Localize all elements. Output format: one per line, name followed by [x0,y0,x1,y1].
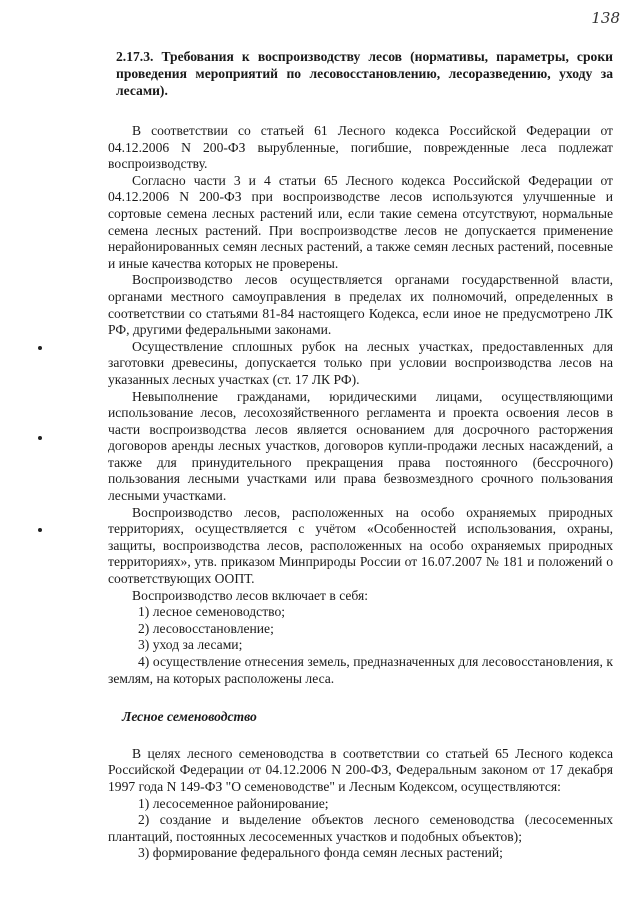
margin-dot [38,346,42,350]
list-item: 2) лесовосстановление; [138,620,274,636]
paragraph: Осуществление сплошных рубок на лесных участках, предоставленных для заготовки древесины, допускается только при условии воспроизводства лесов на указанных лесных участках (ст. 17 ЛК РФ). [108,338,613,387]
list-item: 3) уход за лесами; [138,637,243,653]
list-item: 3) формирование федерального фонда семян лесных растений; [138,845,503,861]
list-item: 2) создание и выделение объектов лесного семеноводства (лесосеменных плантаций, постоянных лесосеменных участков и подобных объектов); [108,812,613,844]
paragraph: Воспроизводство лесов, расположенных на особо охраняемых природных территориях, осуществляется с учётом «Особенностей использования, охраны, защиты, воспроизводства лесов, расположенных на особо охраняемых природных территориях», утв. приказом Минприроды России от 16.07.2007 № 181 и положений о соответствующих ООПТ. [108,504,613,587]
paragraph: Невыполнение гражданами, юридическими лицами, осуществляющими использование лесов, лесохозяйственного регламента и проекта освоения лесов в части воспроизводства лесов является основанием для досрочного расторжения договоров аренды лесных участков, договоров купли-продажи лесных насаждений, а также для принудительного прекращения права постоянного (бессрочного) пользования лесными участками или права безвозмездного срочного пользования лесными участками. [108,388,613,504]
list-item: 1) лесное семеноводство; [138,604,286,620]
list-item: 4) осуществление отнесения земель, предназначенных для лесовосстановления, к землям, на которых расположены леса. [108,654,613,686]
paragraph: Воспроизводство лесов включает в себя: [132,587,369,603]
list-item: 1) лесосеменное районирование; [138,795,329,811]
paragraph: Согласно части 3 и 4 статьи 65 Лесного кодекса Российской Федерации от 04.12.2006 N 200-ФЗ при воспроизводстве лесов используются улучшенные и сортовые семена лесных растений или, если такие семена отсутствуют, нормальные семена лесных растений. При воспроизводстве лесов не допускается применение нерайонированных семян лесных растений, а также семян лесных растений, посевные и иные качества которых не проверены. [108,172,613,271]
subsection-heading: Лесное семеноводство [122,709,257,725]
paragraph: Воспроизводство лесов осуществляется органами государственной власти, органами местного самоуправления в пределах их полномочий, определенных в соответствии со статьями 81-84 настоящего Кодекса, если иное не предусмотрено ЛК РФ, другими федеральными законами. [108,272,613,338]
margin-dot [38,436,42,440]
page-number: 138 [591,9,620,27]
margin-dot [38,528,42,532]
paragraph: В соответствии со статьей 61 Лесного кодекса Российской Федерации от 04.12.2006 N 200-ФЗ вырубленные, погибшие, поврежденные леса подлежат воспроизводству. [108,123,613,172]
paragraph: В целях лесного семеноводства в соответствии со статьей 65 Лесного кодекса Российской Федерации от 04.12.2006 N 200-ФЗ, Федеральным законом от 17 декабря 1997 года N 149-ФЗ "О семеноводстве" и Лесным Кодексом, осуществляются: [108,745,613,794]
document-body [108,48,613,862]
section-heading: 2.17.3. Требования к воспроизводству лесов (нормативы, параметры, сроки проведения мероприятий по лесовосстановлению, лесоразведению, уходу за лесами). [116,49,613,98]
